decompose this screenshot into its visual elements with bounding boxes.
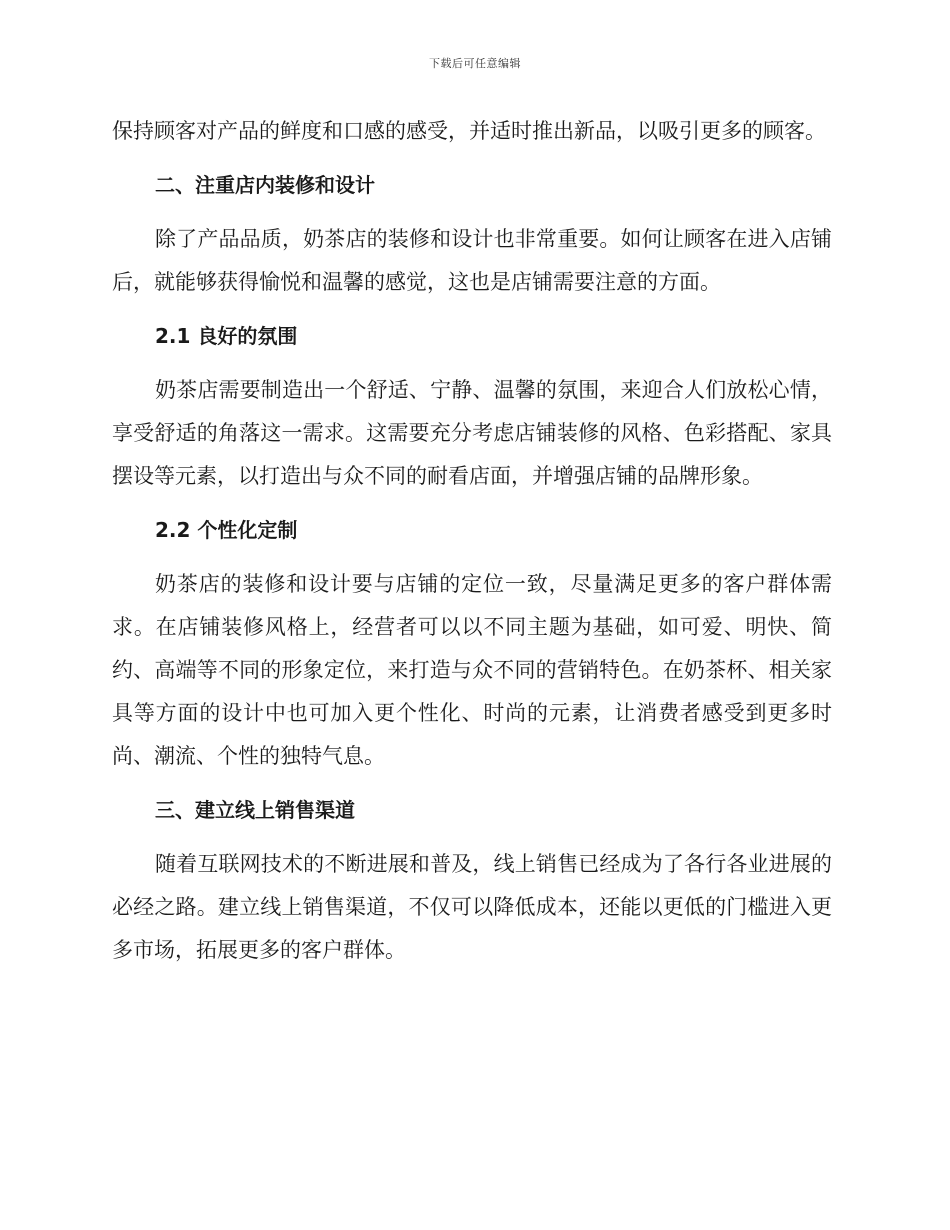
paragraph-continuation: 保持顾客对产品的鲜度和口感的感受，并适时推出新品，以吸引更多的顾客。 bbox=[112, 119, 826, 143]
paragraph-customization: 奶茶店的装修和设计要与店铺的定位一致，尽量满足更多的客户群体需求。在店铺装修风格上，经营者可以以不同主题为基础，如可爱、明快、简约、高端等不同的形象定位，来打造与众不同的营销特色。在奶茶杯、相关家具等方面的设计中也可加入更个性化、时尚的元素，让消费者感受到更多时尚、潮流、个性的独特气息。 bbox=[112, 572, 832, 768]
page-header: 下载后可任意编辑 bbox=[429, 57, 521, 70]
document-body bbox=[112, 110, 832, 983]
section-heading-online-sales: 三、建立线上销售渠道 bbox=[155, 798, 355, 822]
subsection-heading-customization: 2.2 个性化定制 bbox=[155, 518, 298, 542]
section-heading-decoration-design: 二、注重店内装修和设计 bbox=[155, 173, 375, 197]
paragraph-decoration-intro: 除了产品品质，奶茶店的装修和设计也非常重要。如何让顾客在进入店铺后，就能够获得愉悦和温馨的感觉，这也是店铺需要注意的方面。 bbox=[112, 227, 832, 294]
paragraph-atmosphere: 奶茶店需要制造出一个舒适、宁静、温馨的氛围，来迎合人们放松心情，享受舒适的角落这一需求。这需要充分考虑店铺装修的风格、色彩搭配、家具摆设等元素，以打造出与众不同的耐看店面，并增强店铺的品牌形象。 bbox=[112, 378, 832, 488]
subsection-heading-atmosphere: 2.1 良好的氛围 bbox=[155, 324, 298, 348]
paragraph-online-sales: 随着互联网技术的不断进展和普及，线上销售已经成为了各行各业进展的必经之路。建立线上销售渠道，不仅可以降低成本，还能以更低的门槛进入更多市场，拓展更多的客户群体。 bbox=[112, 852, 832, 962]
